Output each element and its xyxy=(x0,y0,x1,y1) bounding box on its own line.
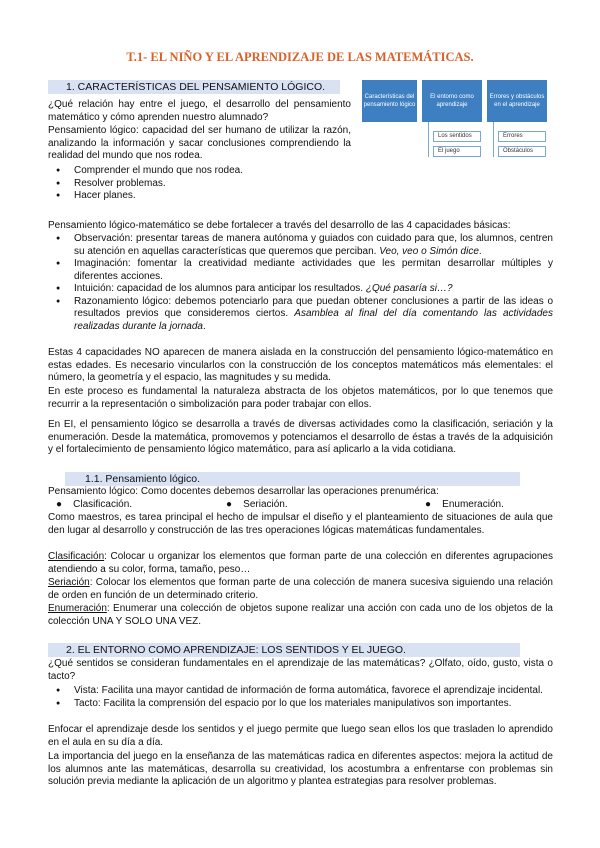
paragraph: Como maestros, es tarea principal el hecho de impulsar el diseño y el planteamiento de situaciones de aula que den lugar al desarrollo y construcción de las tres operaciones lógicas matemáticas fundamentales. xyxy=(48,512,553,536)
operation-label: Seriación. xyxy=(243,499,288,510)
operation-seriation: ● Seriación. xyxy=(226,499,288,510)
map-sub-errors: Errores xyxy=(498,131,546,142)
operation-label: Enumeración. xyxy=(442,499,504,510)
map-connector xyxy=(428,122,429,157)
paragraph: La importancia del juego en la enseñanza de las matemáticas radica en diferentes aspectos: mejora la actitud de los alumnos ante las matemáticas, desarrolla su creatividad, los acostumbra a enfrentarse con problemas sin solución previa mediante la aplicación de un algoritmo y plantea estrategias para resolver problemas. xyxy=(48,751,553,787)
paragraph: En este proceso es fundamental la naturaleza abstracta de los objetos matemáticos, por lo que tenemos que recurrir a la representación o simbolización para poder trabajar con ellos. xyxy=(48,386,553,410)
operation-classification: ● Clasificación. xyxy=(56,499,133,510)
paragraph: Enfocar el aprendizaje desde los sentidos y el juego permite que luego sean ellos los que trasladen lo aprendido en el aula en su día a día. xyxy=(48,724,553,748)
list-item: ● Razonamiento lógico: debemos potenciarlo para que puedan obtener conclusiones a partir de las ideas o resultados previos que consideremos ciertos. Asamblea al final del día comentando las actividades realizadas durante la jornada. xyxy=(48,296,553,334)
list-item: ● Tacto: Facilita la comprensión del espacio por lo que los materiales manipulativos son importantes. xyxy=(48,698,553,711)
capacity-observation: Observación: presentar tareas de manera autónoma y guiados con cuidado para que, los alumnos, centren su atención en aquellas características que queremos que perciban. xyxy=(74,233,553,257)
capacity-example: Asamblea al final del día comentando las actividades realizadas durante la jornada xyxy=(74,308,553,332)
map-connector xyxy=(493,122,494,157)
term-definition: : Colocar los elementos que forman parte de una colección de manera sucesiva siguiendo una relación de orden en función de un determinado criterio. xyxy=(48,577,553,601)
capacities-intro: Pensamiento lógico-matemático se debe fortalecer a través del desarrollo de las 4 capacidades básicas: xyxy=(48,220,511,231)
document-title: T.1- EL NIÑO Y EL APRENDIZAJE DE LAS MATEMÁTICAS. xyxy=(126,50,474,64)
list-item: ● Hacer planes. xyxy=(48,190,351,203)
list-item: ● Resolver problemas. xyxy=(48,178,351,191)
map-sub-senses: Los sentidos xyxy=(433,131,481,142)
def-enumeration xyxy=(48,603,553,628)
capacity-intuition: Intuición: capacidad de los alumnos para anticipar los resultados. xyxy=(74,283,364,294)
section-2-heading: 2. EL ENTORNO COMO APRENDIZAJE: LOS SENTIDOS Y EL JUEGO. xyxy=(48,643,520,657)
term-definition: : Enumerar una colección de objetos supone realizar una acción con cada uno de los objetos de la colección UNA Y SOLO UNA VEZ. xyxy=(48,603,553,627)
operation-enumeration: ● Enumeración. xyxy=(425,499,504,510)
term: Seriación xyxy=(48,577,90,588)
map-box-errors: Errores y obstáculos en el aprendizaje xyxy=(487,80,547,122)
paragraph: Estas 4 capacidades NO aparecen de manera aislada en la construcción del pensamiento lógico-matemático en estas edades. Es necesario vincularlos con la construcción de los conceptos matemáticos más elementales: el número, la geometría y el espacio, las magnitudes y su medida. xyxy=(48,347,553,383)
section-1-heading: 1. CARACTERÍSTICAS DEL PENSAMIENTO LÓGICO. xyxy=(48,80,340,94)
map-sub-game: El juego xyxy=(433,146,481,157)
section-1-1-heading: 1.1. Pensamiento lógico. xyxy=(65,472,520,486)
term-definition: : Colocar u organizar los elementos que forman parte de una colección en diferentes agrupaciones atendiendo a su color, forma, tamaño, peso… xyxy=(48,551,553,575)
list-item: ● Observación: presentar tareas de manera autónoma y guiados con cuidado para que, los alumnos, centren su atención en aquellas características que queremos que perciban. Veo, veo o Simón dice. xyxy=(48,233,553,258)
senses-list xyxy=(48,685,553,710)
def-seriation xyxy=(48,577,553,602)
term: Clasificación xyxy=(48,551,105,562)
section-1-question: ¿Qué relación hay entre el juego, el desarrollo del pensamiento matemático y cómo aprenden nuestro alumnado? xyxy=(48,99,351,123)
operation-label: Clasificación. xyxy=(73,499,133,510)
paragraph: En EI, el pensamiento lógico se desarrolla a través de diversas actividades como la clasificación, seriación y la enumeración. Desde la matemática, promovemos y potenciamos el desarrollo de éstas a través de la adquisición y el fortalecimiento de pensamiento lógico matemático, para así aplicarlo a la vida cotidiana. xyxy=(48,419,553,455)
list-item: ● Vista: Facilita una mayor cantidad de información de forma automática, favorece el aprendizaje incidental. xyxy=(48,685,553,698)
capacity-reasoning: Razonamiento lógico: debemos potenciarlo para que puedan obtener conclusiones a partir de las ideas o resultados previos que consideremos ciertos. xyxy=(74,295,553,319)
map-sub-obstacles: Obstáculos xyxy=(498,146,546,157)
capacity-example: Veo, veo o Simón dice xyxy=(379,245,479,257)
map-box-environment: El entorno como aprendizaje xyxy=(422,80,482,122)
list-item xyxy=(48,283,553,296)
capacities-list xyxy=(48,233,553,333)
section-1-definition: Pensamiento lógico: capacidad del ser humano de utilizar la razón, analizando la información y sacar conclusiones comprendiendo la realidad del mundo que nos rodea. xyxy=(48,125,351,161)
map-box-characteristics: Características del pensamiento lógico xyxy=(362,80,417,122)
operations-intro: Pensamiento lógico: Como docentes debemos desarrollar las operaciones prenumérica: xyxy=(48,486,439,497)
section-2-question: ¿Qué sentidos se consideran fundamentales en el aprendizaje de las matemáticas? ¿Olfato, oído, gusto, vista o tacto? xyxy=(48,658,553,682)
term: Enumeración xyxy=(48,603,107,614)
section-1-bullets xyxy=(48,165,351,203)
capacity-example: ¿Qué pasaría si…? xyxy=(365,283,453,294)
def-classification xyxy=(48,551,553,576)
list-item: ● Comprender el mundo que nos rodea. xyxy=(48,165,351,178)
list-item: ● Imaginación: fomentar la creatividad mediante actividades que les permitan desarrollar múltiples y diferentes acciones. xyxy=(48,258,553,283)
